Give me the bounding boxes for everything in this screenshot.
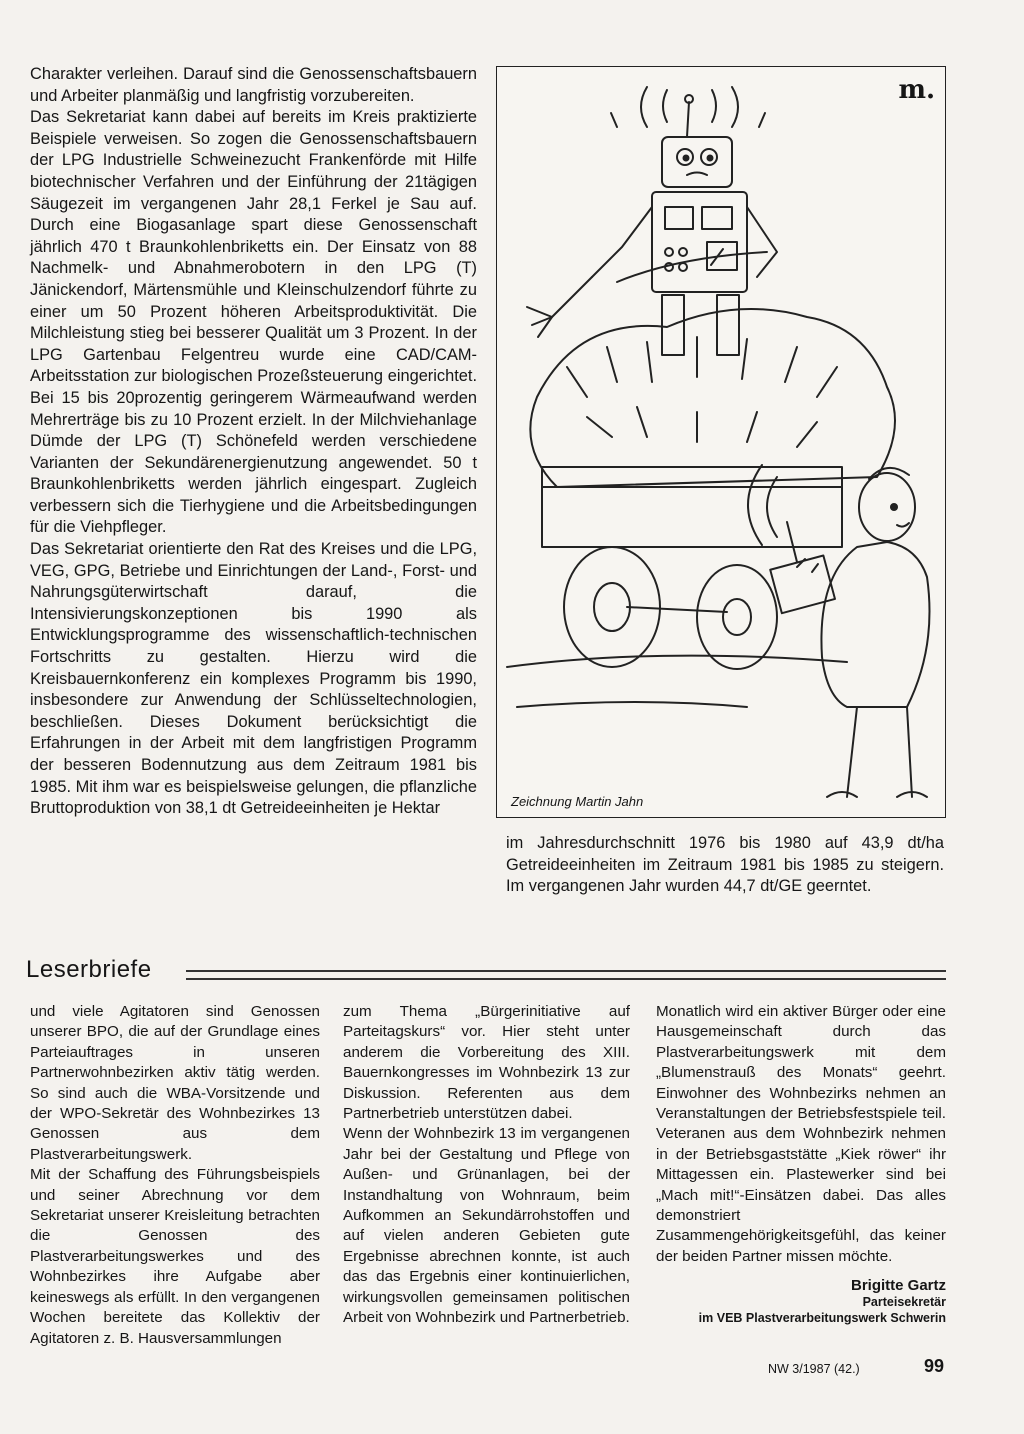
paragraph: zum Thema „Bürgerinitiative auf Parteitagskurs“ vor. Hier steht unter anderem die Vorbereitung des XIII. Bauernkongresses im Wohnbezirk 13 zur Diskussion. Referenten aus dem Partnerbetrieb unterstützen dabei. bbox=[343, 1003, 630, 1123]
issue-label: NW 3/1987 (42.) bbox=[768, 1362, 860, 1376]
article-column-right bbox=[506, 833, 944, 898]
paragraph: im Jahresdurchschnitt 1976 bis 1980 auf 43,9 dt/ha Getreideeinheiten im Zeitraum 1981 bis 1985 zu steigern. Im vergangenen Jahr wurden 44,7 dt/GE geerntet. bbox=[506, 834, 944, 896]
paragraph: Monatlich wird ein aktiver Bürger oder eine Hausgemeinschaft durch das Plastverarbeitungswerk mit dem „Blumenstrauß des Monats“ geehrt. Einwohner des Wohnbezirks nehmen an Veranstaltungen der Betriebsfestspiele teil. Veteranen aus dem Wohnbezirk nehmen in der Betriebsgaststätte „Kiek röwer“ ihr Mittagessen ein. Plastewerker sind bei „Mach mit!“-Einsätzen dabei. Das alles demonstriert Zusammengehörigkeitsgefühl, das keiner der beiden Partner missen möchte. bbox=[656, 1003, 946, 1265]
cartoon-illustration bbox=[496, 66, 946, 818]
section-header bbox=[26, 956, 946, 986]
paragraph: und viele Agitatoren sind Genossen unserer BPO, die auf der Grundlage eines Parteiauftrages in unseren Partnerwohnbezirken aktiv tätig werden. So sind auch die WBA-Vorsitzende und der WPO-Sekretär des Wohnbezirkes 13 Genossen aus dem Plastverarbeitungswerk. bbox=[30, 1003, 320, 1163]
article-column-left bbox=[30, 64, 477, 820]
letter-column-3 bbox=[656, 1002, 946, 1267]
paragraph: Das Sekretariat kann dabei auf bereits im Kreis praktizierte Beispiele verweisen. So zogen die Genossenschaftsbauern der LPG Industrielle Schweinezucht Frankenförde mit Hilfe biotechnischer Verfahren und der Einführung der 21tägigen Säugezeit im vergangenen Jahr 28,1 Ferkel je Sau auf. Durch eine Biogasanlage spart diese Genossenschaft jährlich 470 t Braunkohlenbriketts ein. Der Einsatz von 88 Nachmelk- und Abnahmerobotern in den LPG (T) Jänickendorf, Märtensmühle und Kleinschulzendorf führte zu einer um 50 Prozent höheren Arbeitsproduktivität. Die Milchleistung stieg bei besserer Qualität um 3 Prozent. In der LPG Gartenbau Felgentreu wurde eine CAD/CAM-Arbeitsstation zur biologischen Prozeßsteuerung eingerichtet. Bei 15 bis 20prozentig geringerem Wärmeaufwand werden Mehrerträge bis zu 10 Prozent erzielt. In der Milchviehanlage Dümde der LPG (T) Schönefeld werden verschiedene Varianten der Sekundärenergienutzung angewendet. 50 t Braunkohlenbriketts werden jährlich eingespart. Zugleich verbessern sich die Tierhygiene und die Arbeitsbedingungen für die Viehpfleger. bbox=[30, 108, 477, 537]
paragraph: Charakter verleihen. Darauf sind die Genossenschaftsbauern und Arbeiter planmäßig und langfristig vorzubereiten. bbox=[30, 65, 477, 105]
letter-column-1 bbox=[30, 1002, 320, 1349]
robot-hay-wagon-drawing bbox=[497, 67, 946, 818]
paragraph: Das Sekretariat orientierte den Rat des Kreises und die LPG, VEG, GPG, Betriebe und Einrichtungen der Land-, Forst- und Nahrungsgüterwirtschaft darauf, die Intensivierungskonzeptionen bis 1990 als Entwicklungsprogramme des wissenschaftlich-technischen Fortschritts zu gestalten. Hierzu wird die Kreisbauernkonferenz ein komplexes Programm bis 1990, insbesondere zur Anwendung der Schlüsseltechnologien, beschließen. Dieses Dokument berücksichtigt die Erfahrungen in der Arbeit mit dem langfristigen Programm der besseren Bodennutzung aus dem Zeitraum 1981 bis 1985. Mit ihm war es beispielsweise gelungen, die pflanzliche Bruttoproduktion von 38,1 dt Getreideeinheiten je Hektar bbox=[30, 540, 477, 818]
author-organization: im VEB Plastverarbeitungswerk Schwerin bbox=[698, 1310, 946, 1325]
figure-caption: Zeichnung Martin Jahn bbox=[507, 793, 647, 810]
paragraph: Mit der Schaffung des Führungsbeispiels und seiner Abrechnung vor dem Sekretariat unserer Kreisleitung betrachten die Genossen des Plastverarbeitungswerkes und des Wohnbezirkes ihre Aufgabe aber keineswegs als erfüllt. In den vergangenen Wochen bereitete das Kollektiv der Agitatoren z. B. Hausversammlungen bbox=[30, 1166, 320, 1347]
author-role: Parteisekretär bbox=[862, 1295, 946, 1309]
paragraph: Wenn der Wohnbezirk 13 im vergangenen Jahr bei der Gestaltung und Pflege von Außen- und Grünanlagen, bei der Instandhaltung von Wohnraum, beim Aufkommen an Sekundärrohstoffen und auf vielen anderen Gebieten gute Ergebnisse abrechnen konnte, ist auch das das Ergebnis einer kontinuierlichen, wirkungsvollen gemeinsamen politischen Arbeit von Wohnbezirk und Partnerbetrieb. bbox=[343, 1125, 630, 1327]
section-rule bbox=[186, 970, 946, 980]
section-title: Leserbriefe bbox=[26, 956, 152, 983]
artist-signature: m. bbox=[898, 75, 935, 105]
author-block bbox=[656, 1276, 946, 1326]
page-number: 99 bbox=[924, 1356, 945, 1376]
letter-column-2 bbox=[343, 1002, 630, 1329]
author-name: Brigitte Gartz bbox=[850, 1277, 946, 1294]
